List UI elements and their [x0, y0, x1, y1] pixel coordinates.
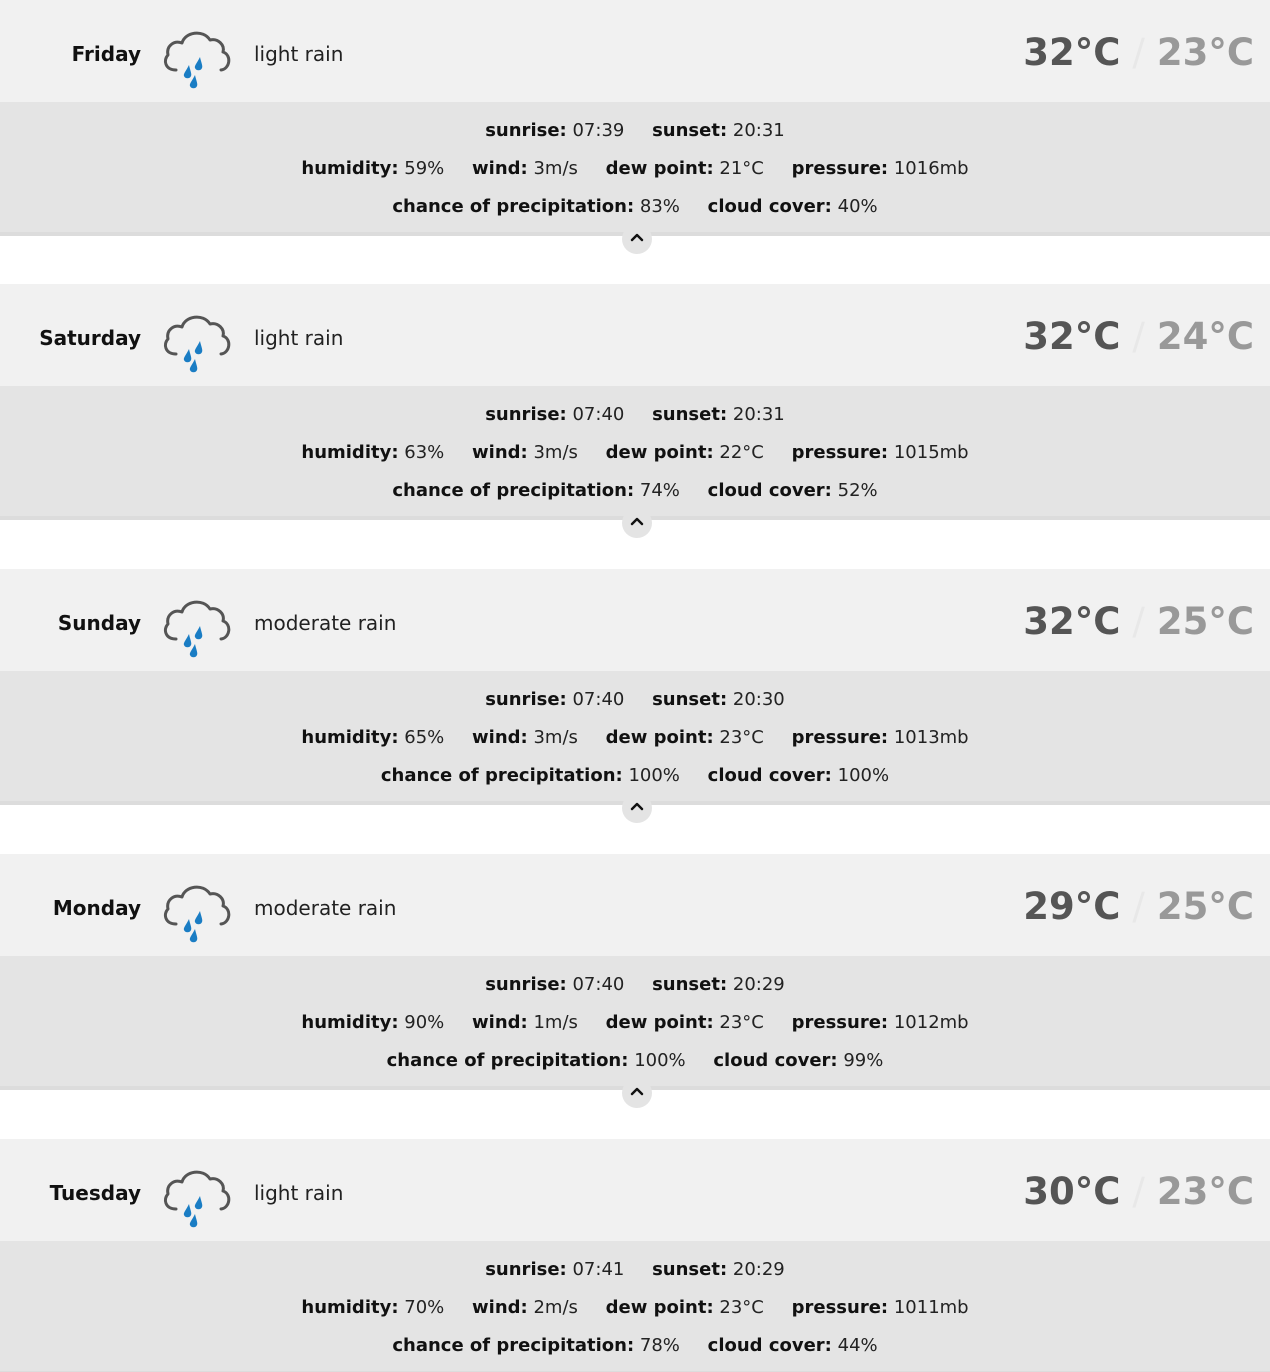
precipitation [381, 764, 680, 788]
precipitation-value: 100% [634, 1050, 686, 1071]
sunrise-label: sunrise: [485, 689, 567, 710]
pressure [792, 441, 969, 465]
sunrise [485, 119, 624, 143]
day-name: Tuesday [49, 1181, 141, 1205]
sunrise [485, 688, 624, 712]
sunrise-value: 07:41 [572, 1259, 625, 1280]
sunset-label: sunset: [652, 1259, 728, 1280]
day-details [0, 1241, 1270, 1372]
sunset-value: 20:31 [732, 120, 785, 141]
cloud-cover-value: 99% [843, 1050, 884, 1071]
sun-times-row [0, 688, 1270, 712]
sunset-label: sunset: [652, 120, 728, 141]
humidity [301, 1296, 444, 1320]
chevron-up-icon [629, 799, 645, 811]
wind-label: wind: [472, 442, 528, 463]
conditions-row [0, 1296, 1270, 1320]
wind [472, 441, 578, 465]
temp-separator: / [1132, 315, 1145, 358]
precipitation [392, 1334, 680, 1358]
humidity [301, 157, 444, 181]
sun-times-row [0, 119, 1270, 143]
sunset [652, 403, 785, 427]
dew-point-value: 21°C [719, 158, 764, 179]
humidity-value: 63% [404, 442, 445, 463]
sunset-value: 20:30 [732, 689, 785, 710]
temperature-range [1023, 884, 1254, 930]
sunrise-value: 07:39 [572, 120, 625, 141]
dew-point-value: 22°C [719, 442, 764, 463]
wind-label: wind: [472, 1012, 528, 1033]
wind-label: wind: [472, 727, 528, 748]
collapse-button[interactable] [622, 508, 652, 538]
precipitation-value: 100% [628, 765, 680, 786]
precip-row [0, 764, 1270, 788]
pressure-value: 1011mb [893, 1297, 969, 1318]
sunset-label: sunset: [652, 974, 728, 995]
cloud-cover-label: cloud cover: [707, 765, 832, 786]
day-name: Friday [71, 42, 141, 66]
weather-condition: moderate rain [254, 896, 397, 920]
cloud-cover-label: cloud cover: [707, 1335, 832, 1356]
precip-row [0, 1049, 1270, 1073]
sun-times-row [0, 1258, 1270, 1282]
cloud-cover-value: 44% [837, 1335, 878, 1356]
conditions-row [0, 1011, 1270, 1035]
sun-times-row [0, 973, 1270, 997]
dew-point [606, 157, 764, 181]
sunset [652, 1258, 785, 1282]
sunrise-label: sunrise: [485, 120, 567, 141]
cloud-cover [713, 1049, 883, 1073]
sunset-label: sunset: [652, 404, 728, 425]
sunrise-value: 07:40 [572, 974, 625, 995]
pressure-label: pressure: [791, 1012, 889, 1033]
temp-separator: / [1132, 31, 1145, 74]
humidity-value: 59% [404, 158, 445, 179]
precipitation-value: 74% [639, 480, 680, 501]
temp-high: 32°C [1023, 31, 1121, 74]
temp-high: 29°C [1023, 885, 1121, 928]
dew-point-label: dew point: [605, 727, 714, 748]
day-header[interactable] [0, 569, 1270, 671]
dew-point-label: dew point: [605, 1297, 714, 1318]
wind-value: 3m/s [533, 727, 578, 748]
cloud-cover-value: 40% [837, 196, 878, 217]
sunset [652, 119, 785, 143]
wind-value: 2m/s [533, 1297, 578, 1318]
sunrise-label: sunrise: [485, 1259, 567, 1280]
cloud-cover [708, 195, 878, 219]
cloud-cover-value: 100% [837, 765, 890, 786]
day-name: Saturday [39, 326, 141, 350]
conditions-row [0, 441, 1270, 465]
collapse-button[interactable] [622, 224, 652, 254]
pressure-label: pressure: [791, 727, 889, 748]
dew-point-value: 23°C [719, 1012, 764, 1033]
dew-point-label: dew point: [605, 1012, 714, 1033]
weather-condition: light rain [254, 42, 344, 66]
sunset-label: sunset: [652, 689, 728, 710]
precipitation-label: chance of precipitation: [380, 765, 623, 786]
humidity-label: humidity: [301, 158, 399, 179]
weather-condition: light rain [254, 1181, 344, 1205]
temp-low: 24°C [1156, 315, 1254, 358]
temperature-range [1023, 30, 1254, 76]
wind-value: 3m/s [533, 442, 578, 463]
humidity-label: humidity: [301, 1297, 399, 1318]
precipitation [392, 195, 680, 219]
wind [472, 1011, 578, 1035]
pressure-label: pressure: [791, 442, 889, 463]
weather-condition: moderate rain [254, 611, 397, 635]
cloud-rain-icon [160, 24, 234, 90]
day-name: Sunday [57, 611, 141, 635]
precipitation-value: 78% [639, 1335, 680, 1356]
precipitation-label: chance of precipitation: [392, 1335, 635, 1356]
cloud-rain-icon [160, 593, 234, 659]
sunset [652, 688, 785, 712]
pressure [792, 1011, 969, 1035]
sunrise-label: sunrise: [485, 404, 567, 425]
day-header[interactable] [0, 854, 1270, 956]
dew-point-value: 23°C [719, 1297, 764, 1318]
temp-low: 23°C [1156, 31, 1254, 74]
precipitation [392, 479, 680, 503]
weather-condition: light rain [254, 326, 344, 350]
humidity-label: humidity: [301, 727, 399, 748]
humidity-label: humidity: [301, 1012, 399, 1033]
temperature-range [1023, 599, 1254, 645]
temp-high: 30°C [1023, 1170, 1121, 1213]
day-header[interactable] [0, 284, 1270, 386]
humidity [301, 1011, 444, 1035]
dew-point [606, 441, 764, 465]
conditions-row [0, 726, 1270, 750]
wind-label: wind: [472, 158, 528, 179]
precipitation-label: chance of precipitation: [386, 1050, 629, 1071]
humidity-value: 65% [404, 727, 445, 748]
conditions-row [0, 157, 1270, 181]
pressure-label: pressure: [791, 1297, 889, 1318]
cloud-rain-icon [160, 308, 234, 374]
sunrise-value: 07:40 [572, 404, 625, 425]
wind [472, 1296, 578, 1320]
temperature-range [1023, 314, 1254, 360]
pressure [792, 157, 969, 181]
temp-separator: / [1132, 600, 1145, 643]
dew-point-label: dew point: [605, 158, 714, 179]
chevron-up-icon [629, 514, 645, 526]
sun-times-row [0, 403, 1270, 427]
day-header[interactable] [0, 1139, 1270, 1241]
sunrise-label: sunrise: [485, 974, 567, 995]
humidity-label: humidity: [301, 442, 399, 463]
precipitation-label: chance of precipitation: [392, 480, 635, 501]
humidity [301, 441, 444, 465]
cloud-cover-label: cloud cover: [707, 196, 832, 217]
pressure [792, 726, 969, 750]
temp-low: 25°C [1156, 885, 1254, 928]
humidity-value: 90% [404, 1012, 445, 1033]
day-header[interactable] [0, 0, 1270, 102]
dew-point [606, 1296, 764, 1320]
wind-value: 3m/s [533, 158, 578, 179]
pressure-value: 1016mb [893, 158, 969, 179]
cloud-rain-icon [160, 1163, 234, 1229]
temp-separator: / [1132, 1170, 1145, 1213]
day-details [0, 386, 1270, 520]
sunrise [485, 1258, 624, 1282]
temp-low: 25°C [1156, 600, 1254, 643]
temp-high: 32°C [1023, 600, 1121, 643]
wind [472, 157, 578, 181]
pressure-value: 1013mb [893, 727, 969, 748]
humidity-value: 70% [404, 1297, 445, 1318]
sunrise-value: 07:40 [572, 689, 625, 710]
day-name: Monday [52, 896, 141, 920]
day-details [0, 956, 1270, 1090]
chevron-up-icon [629, 230, 645, 242]
dew-point [606, 726, 764, 750]
temp-low: 23°C [1156, 1170, 1254, 1213]
dew-point-value: 23°C [719, 727, 764, 748]
precipitation-label: chance of precipitation: [392, 196, 635, 217]
cloud-cover-label: cloud cover: [713, 1050, 838, 1071]
day-details [0, 102, 1270, 236]
day-details [0, 671, 1270, 805]
sunset-value: 20:29 [732, 1259, 785, 1280]
cloud-cover-value: 52% [837, 480, 878, 501]
sunset [652, 973, 785, 997]
cloud-cover [708, 764, 889, 788]
sunset-value: 20:31 [732, 404, 785, 425]
pressure [792, 1296, 969, 1320]
precipitation [387, 1049, 686, 1073]
pressure-value: 1012mb [893, 1012, 969, 1033]
pressure-label: pressure: [791, 158, 889, 179]
sunset-value: 20:29 [732, 974, 785, 995]
precipitation-value: 83% [639, 196, 680, 217]
cloud-cover [708, 1334, 878, 1358]
temp-separator: / [1132, 885, 1145, 928]
sunrise [485, 973, 624, 997]
sunrise [485, 403, 624, 427]
dew-point-label: dew point: [605, 442, 714, 463]
temperature-range [1023, 1169, 1254, 1215]
precip-row [0, 195, 1270, 219]
humidity [301, 726, 444, 750]
precip-row [0, 1334, 1270, 1358]
precip-row [0, 479, 1270, 503]
cloud-cover [708, 479, 878, 503]
chevron-up-icon [629, 1084, 645, 1096]
temp-high: 32°C [1023, 315, 1121, 358]
dew-point [606, 1011, 764, 1035]
collapse-button[interactable] [622, 1078, 652, 1108]
wind [472, 726, 578, 750]
cloud-rain-icon [160, 878, 234, 944]
wind-label: wind: [472, 1297, 528, 1318]
collapse-button[interactable] [622, 793, 652, 823]
cloud-cover-label: cloud cover: [707, 480, 832, 501]
wind-value: 1m/s [533, 1012, 578, 1033]
pressure-value: 1015mb [893, 442, 969, 463]
